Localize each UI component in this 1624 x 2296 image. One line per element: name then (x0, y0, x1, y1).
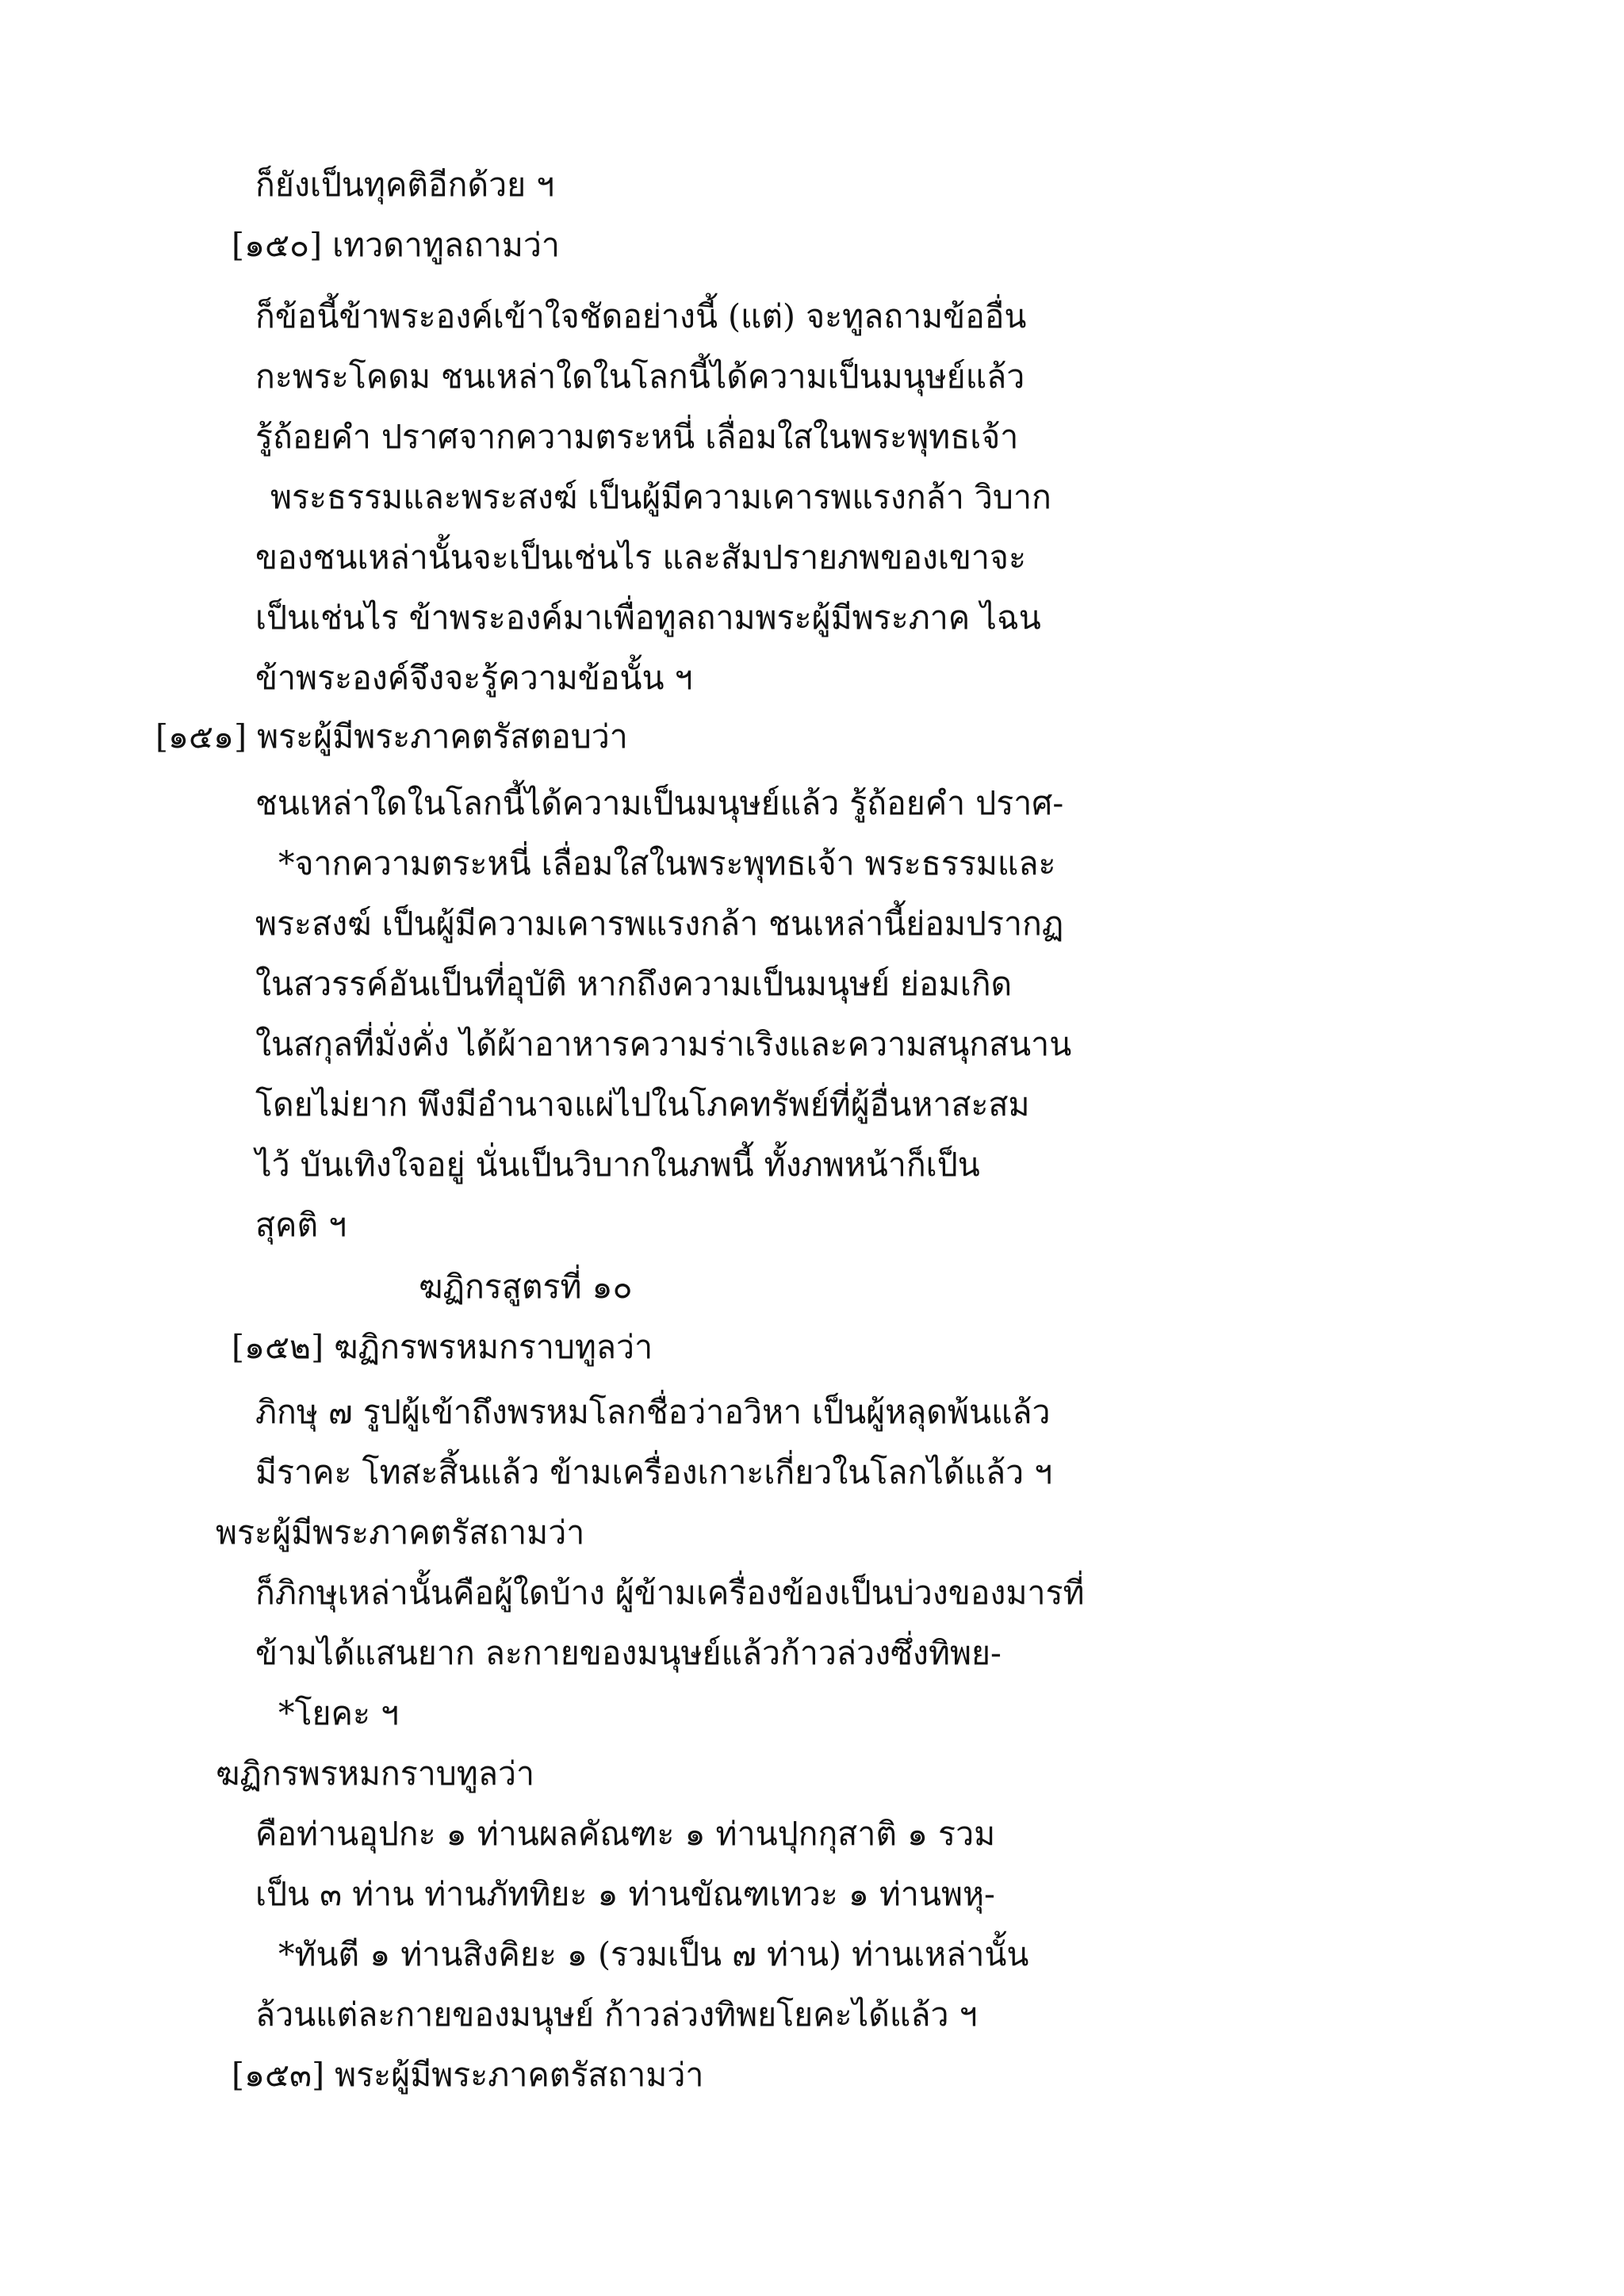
text-line: คือท่านอุปกะ ๑ ท่านผลคัณฑะ ๑ ท่านปุกกุสาติ ๑ รวม (255, 1815, 996, 1853)
speaker-line: ฆฏิกรพรหมกราบทูลว่า (216, 1755, 534, 1793)
text-line: *ทันตี ๑ ท่านสิงคิยะ ๑ (รวมเป็น ๗ ท่าน) ท่านเหล่านั้น (278, 1935, 1029, 1973)
text-line: เป็น ๓ ท่าน ท่านภัททิยะ ๑ ท่านขัณฑเทวะ ๑ ท่านพหุ- (255, 1875, 995, 1913)
speaker-line: พระผู้มีพระภาคตรัสถามว่า (216, 1513, 585, 1552)
text-line: เป็นเช่นไร ข้าพระองค์มาเพื่อทูลถามพระผู้มีพระภาค ไฉน (255, 599, 1041, 637)
text-line: ก็ข้อนี้ข้าพระองค์เข้าใจชัดอย่างนี้ (แต่) จะทูลถามข้ออื่น (255, 297, 1027, 335)
text-line: มีราคะ โทสะสิ้นแล้ว ข้ามเครื่องเกาะเกี่ยวในโลกได้แล้ว ฯ (255, 1453, 1053, 1491)
section-heading-152: [๑๕๒] ฆฏิกรพรหมกราบทูลว่า (232, 1328, 653, 1366)
text-line: รู้ถ้อยคำ ปราศจากความตระหนี่ เลื่อมใสในพระพุทธเจ้า (255, 418, 1019, 456)
section-heading-150: [๑๕๐] เทวดาทูลถามว่า (232, 226, 560, 264)
text-line: ก็ยังเป็นทุคติอีกด้วย ฯ (255, 166, 555, 204)
text-line: โดยไม่ยาก พึงมีอำนาจแผ่ไปในโภคทรัพย์ที่ผู้อื่นหาสะสม (255, 1085, 1030, 1123)
text-line: สุคติ ฯ (255, 1206, 347, 1244)
text-line: กะพระโคดม ชนเหล่าใดในโลกนี้ได้ความเป็นมนุษย์แล้ว (255, 358, 1025, 396)
section-heading-151: [๑๕๑] พระผู้มีพระภาคตรัสตอบว่า (155, 718, 628, 756)
text-line: *จากความตระหนี่ เลื่อมใสในพระพุทธเจ้า พระธรรมและ (278, 844, 1056, 882)
text-line: ชนเหล่าใดในโลกนี้ได้ความเป็นมนุษย์แล้ว รู้ถ้อยคำ ปราศ- (255, 784, 1064, 822)
text-line: ของชนเหล่านั้นจะเป็นเช่นไร และสัมปรายภพของเขาจะ (255, 538, 1026, 576)
sutta-title: ฆฏิกรสูตรที่ ๑๐ (419, 1268, 633, 1306)
text-line: พระสงฆ์ เป็นผู้มีความเคารพแรงกล้า ชนเหล่านี้ย่อมปรากฏ (255, 905, 1064, 943)
text-line: ไว้ บันเทิงใจอยู่ นั่นเป็นวิบากในภพนี้ ทั้งภพหน้าก็เป็น (255, 1146, 980, 1184)
text-line: *โยคะ ฯ (278, 1694, 400, 1732)
text-line: ก็ภิกษุเหล่านั้นคือผู้ใดบ้าง ผู้ข้ามเครื่องข้องเป็นบ่วงของมารที่ (255, 1574, 1085, 1612)
text-line: พระธรรมและพระสงฆ์ เป็นผู้มีความเคารพแรงกล้า วิบาก (270, 478, 1051, 516)
section-heading-153: [๑๕๓] พระผู้มีพระภาคตรัสถามว่า (232, 2056, 704, 2094)
text-line: ล้วนแต่ละกายของมนุษย์ ก้าวล่วงทิพยโยคะได้แล้ว ฯ (255, 1996, 978, 2034)
text-line: ข้าพระองค์จึงจะรู้ความข้อนั้น ฯ (255, 659, 693, 697)
text-line: ในสวรรค์อันเป็นที่อุบัติ หากถึงความเป็นมนุษย์ ย่อมเกิด (255, 965, 1013, 1003)
text-line: ข้ามได้แสนยาก ละกายของมนุษย์แล้วก้าวล่วงซึ่งทิพย- (255, 1634, 1002, 1672)
text-line: ในสกุลที่มั่งคั่ง ได้ผ้าอาหารความร่าเริงและความสนุกสนาน (255, 1025, 1072, 1063)
text-line: ภิกษุ ๗ รูปผู้เข้าถึงพรหมโลกชื่อว่าอวิหา เป็นผู้หลุดพ้นแล้ว (255, 1393, 1051, 1431)
